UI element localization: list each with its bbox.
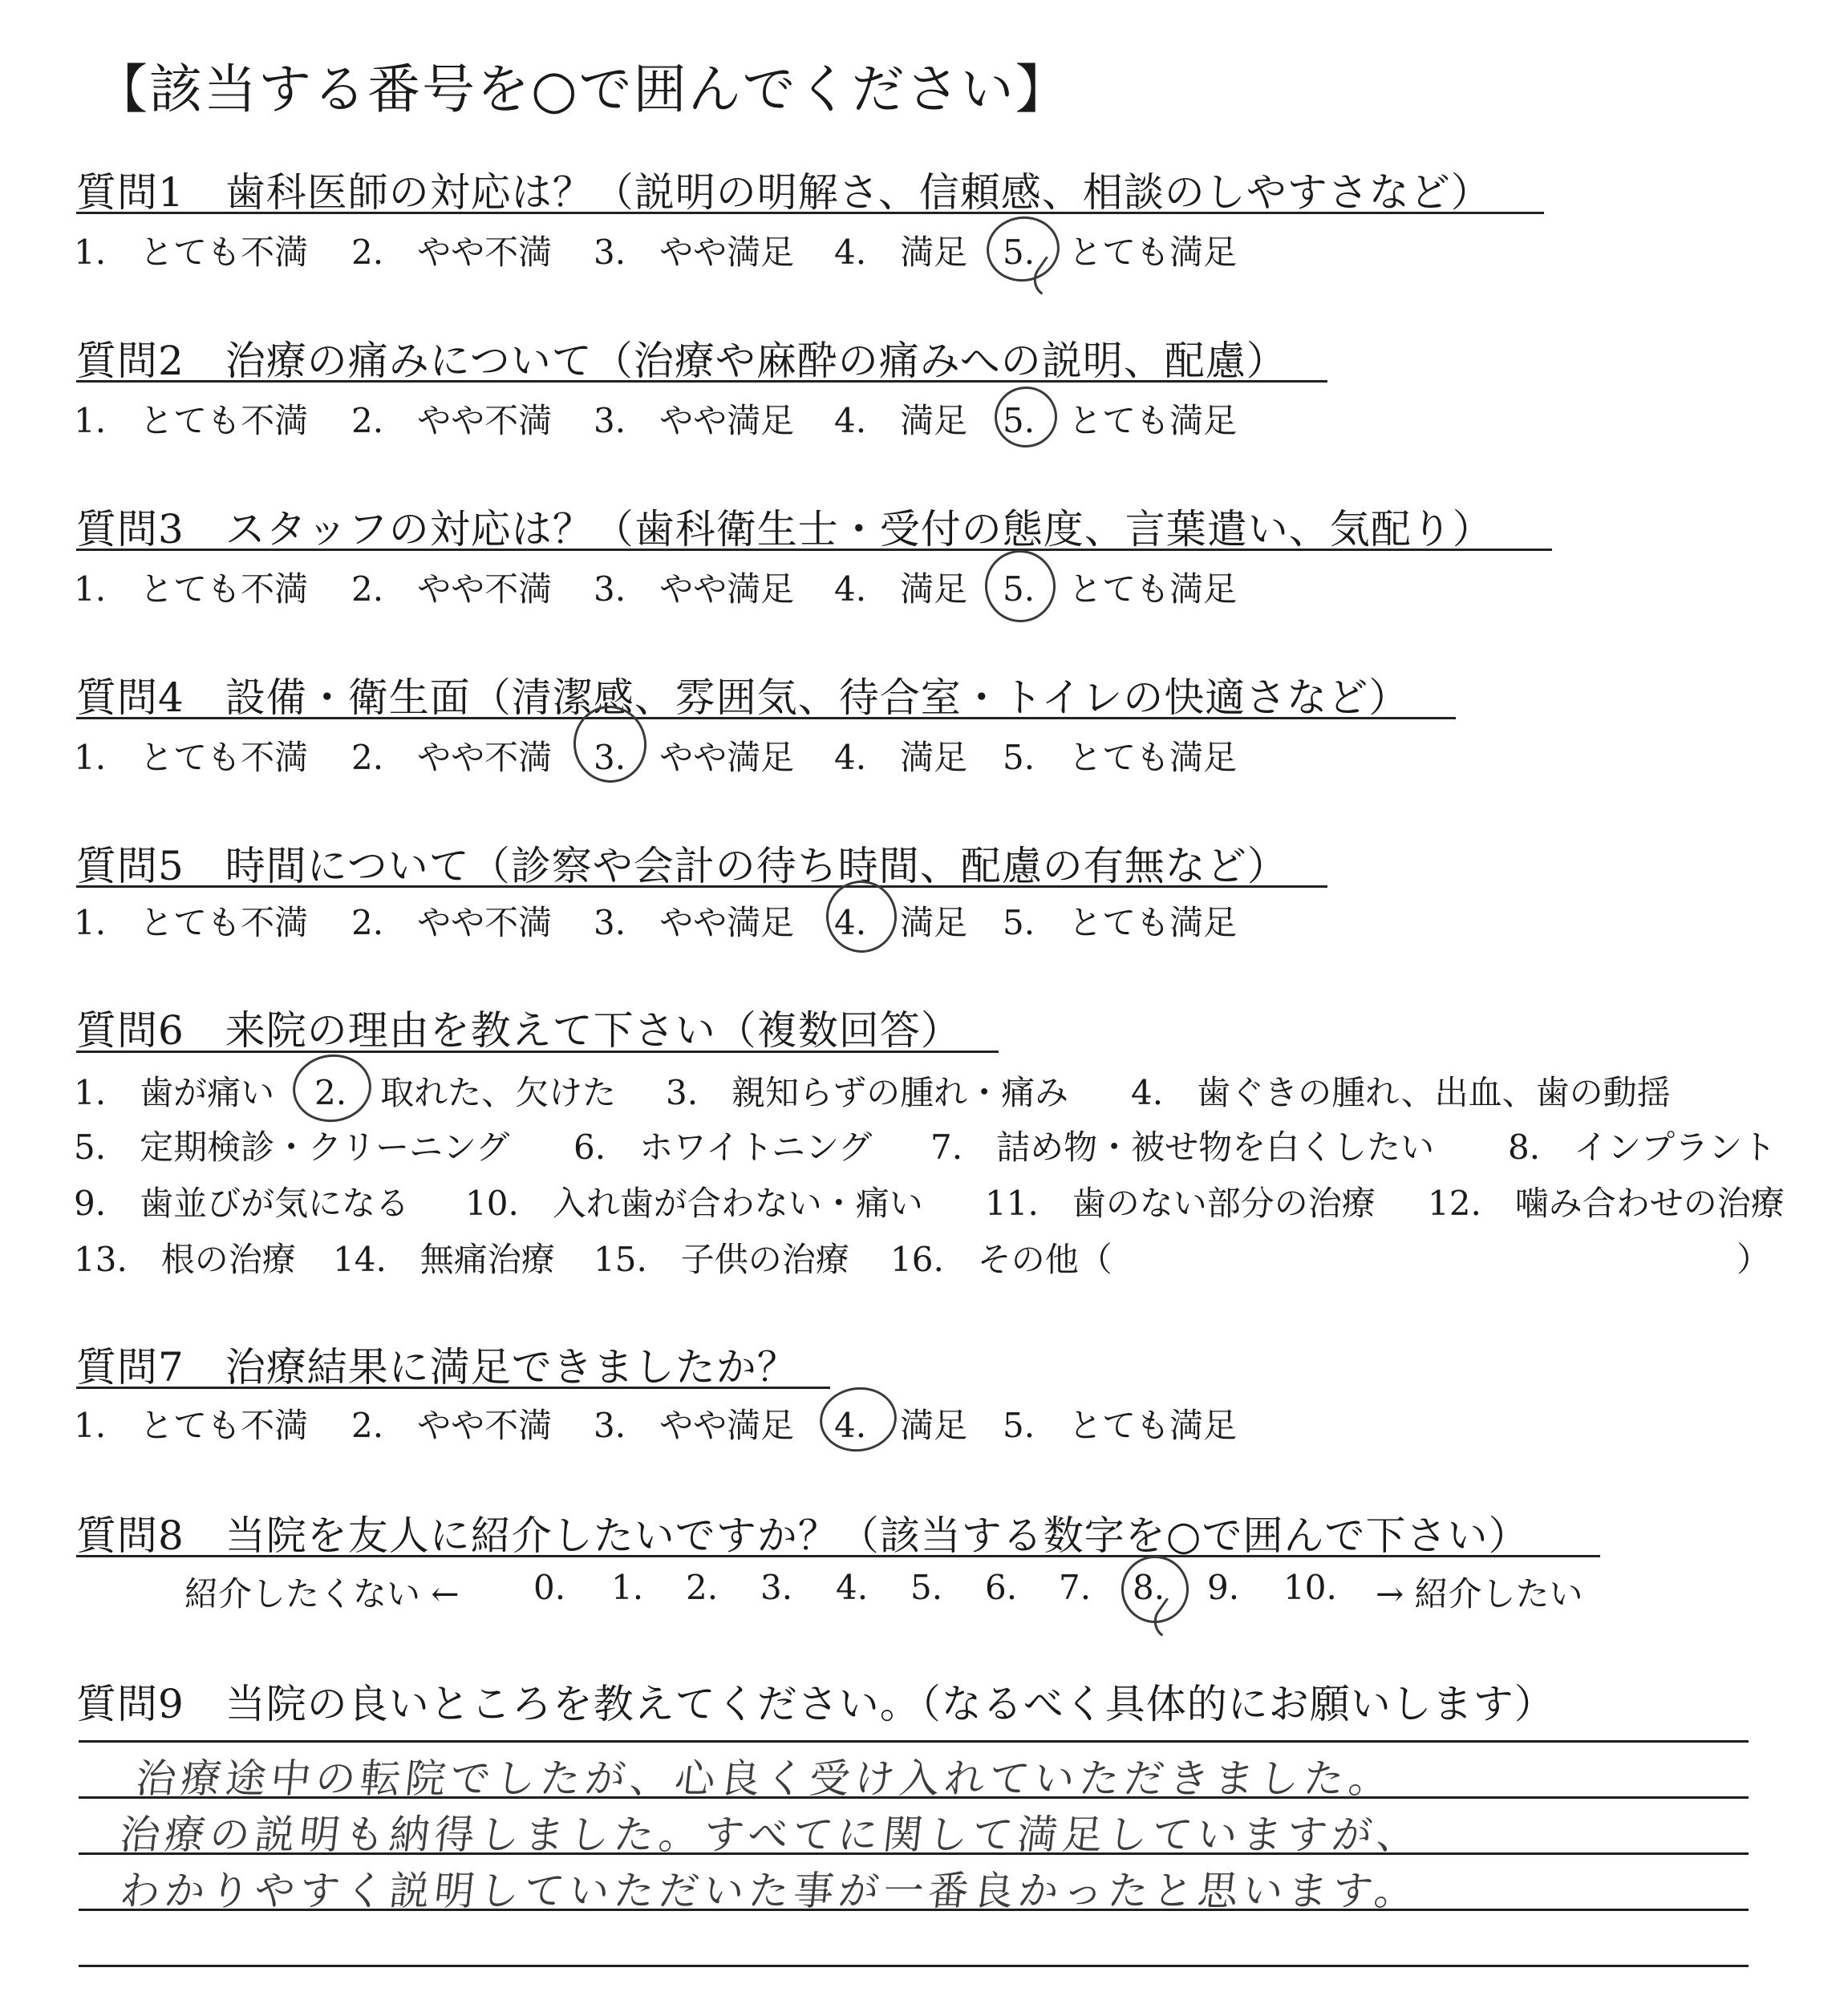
q8-left-label: 紹介したくない ←	[184, 1574, 460, 1613]
q7-option-1[interactable]: 1. とても不満	[74, 1406, 309, 1445]
q3-option-4[interactable]: 4. 満足	[834, 569, 968, 609]
q8-right-label: → 紹介したい	[1376, 1574, 1583, 1613]
q3-option-1[interactable]: 1. とても不満	[74, 569, 309, 609]
q6-option-1[interactable]: 1. 歯が痛い	[74, 1073, 275, 1112]
question-3-heading: 質問3 スタッフの対応は？（歯科衛生士・受付の態度、言葉遣い、気配り）	[76, 506, 1493, 553]
q3-option-3[interactable]: 3. やや満足	[594, 569, 795, 609]
q6-option-9[interactable]: 9. 歯並びが気になる	[74, 1184, 410, 1223]
q8-option-2[interactable]: 2.	[686, 1568, 719, 1607]
question-7-heading: 質問7 治療結果に満足できましたか？	[76, 1344, 798, 1391]
q6-option-11[interactable]: 11. 歯のない部分の治療	[985, 1184, 1376, 1223]
question-1-heading: 質問1 歯科医師の対応は？（説明の明解さ、信頼感、相談のしやすさなど）	[76, 169, 1492, 216]
question-5-heading: 質問5 時間について（診察や会計の待ち時間、配慮の有無など）	[76, 843, 1288, 889]
q7-option-2[interactable]: 2. やや不満	[351, 1406, 553, 1445]
question-7-underline	[76, 1387, 830, 1389]
q5-option-3[interactable]: 3. やや満足	[594, 903, 795, 942]
q6-option-16[interactable]: 16. その他（	[890, 1240, 1112, 1279]
q9-answer-line-3: わかりやすく説明していただいた事が一番良かったと思います。	[117, 1868, 1422, 1914]
q8-option-5[interactable]: 5.	[910, 1568, 943, 1607]
question-6-underline	[76, 1051, 999, 1053]
question-6-heading: 質問6 来院の理由を教えて下さい（複数回答）	[76, 1007, 962, 1054]
q8-option-1[interactable]: 1.	[611, 1568, 644, 1607]
q8-option-6[interactable]: 6.	[985, 1568, 1018, 1607]
q6-option-10[interactable]: 10. 入れ歯が合わない・痛い	[465, 1184, 923, 1223]
question-2-underline	[76, 380, 1327, 383]
q8-option-10[interactable]: 10.	[1283, 1568, 1337, 1607]
q6-option-7[interactable]: 7. 詰め物・被せ物を白くしたい	[930, 1128, 1435, 1167]
q7-option-4[interactable]: 4. 満足	[834, 1406, 968, 1445]
q3-option-2[interactable]: 2. やや不満	[351, 569, 553, 609]
q4-option-4[interactable]: 4. 満足	[834, 738, 968, 777]
q1-option-2[interactable]: 2. やや不満	[351, 233, 553, 272]
q6-other-close-paren: ）	[1737, 1240, 1771, 1279]
q8-option-8[interactable]: 8.	[1133, 1568, 1165, 1607]
q4-option-2[interactable]: 2. やや不満	[351, 738, 553, 777]
q6-option-13[interactable]: 13. 根の治療	[74, 1240, 296, 1279]
q1-option-1[interactable]: 1. とても不満	[74, 233, 309, 272]
q7-option-3[interactable]: 3. やや満足	[594, 1406, 795, 1445]
question-3-underline	[76, 549, 1552, 551]
q6-option-5[interactable]: 5. 定期検診・クリーニング	[74, 1128, 510, 1167]
q5-option-4[interactable]: 4. 満足	[834, 903, 968, 942]
answer-rule-5	[79, 1965, 1749, 1967]
answer-rule-1	[79, 1740, 1749, 1743]
question-2-heading: 質問2 治療の痛みについて（治療や麻酔の痛みへの説明、配慮）	[76, 338, 1287, 384]
q4-option-5[interactable]: 5. とても満足	[1003, 738, 1238, 777]
q6-option-2[interactable]: 2. 取れた、欠けた	[314, 1073, 617, 1112]
q5-option-2[interactable]: 2. やや不満	[351, 903, 553, 942]
q9-answer-line-1: 治療途中の転院でしたが、心良く受け入れていただきました。	[133, 1755, 1396, 1802]
survey-title: 【該当する番号を○で囲んでください】	[95, 59, 1070, 120]
q1-option-5[interactable]: 5. とても満足	[1003, 233, 1238, 272]
q2-option-5[interactable]: 5. とても満足	[1003, 401, 1238, 440]
q8-option-7[interactable]: 7.	[1059, 1568, 1092, 1607]
q5-option-1[interactable]: 1. とても不満	[74, 903, 309, 942]
q6-option-12[interactable]: 12. 噛み合わせの治療	[1428, 1184, 1785, 1223]
q2-option-3[interactable]: 3. やや満足	[594, 401, 795, 440]
q6-option-14[interactable]: 14. 無痛治療	[333, 1240, 555, 1279]
question-5-underline	[76, 885, 1327, 888]
q5-option-5[interactable]: 5. とても満足	[1003, 903, 1238, 942]
question-4-heading: 質問4 設備・衛生面（清潔感、雰囲気、待合室・トイレの快適さなど）	[76, 674, 1410, 721]
q9-answer-line-2: 治療の説明も納得しました。すべてに関して満足していますが、	[117, 1812, 1424, 1858]
q8-option-3[interactable]: 3.	[760, 1568, 793, 1607]
q6-option-4[interactable]: 4. 歯ぐきの腫れ、出血、歯の動揺	[1131, 1073, 1671, 1112]
q1-option-4[interactable]: 4. 満足	[834, 233, 968, 272]
q6-option-6[interactable]: 6. ホワイトニング	[573, 1128, 873, 1167]
q2-option-1[interactable]: 1. とても不満	[74, 401, 309, 440]
q6-option-3[interactable]: 3. 親知らずの腫れ・痛み	[666, 1073, 1069, 1112]
q4-option-3[interactable]: 3. やや満足	[594, 738, 795, 777]
question-1-underline	[76, 212, 1544, 214]
q8-option-0[interactable]: 0.	[533, 1568, 566, 1607]
q1-option-3[interactable]: 3. やや満足	[594, 233, 795, 272]
question-8-underline	[76, 1555, 1600, 1557]
q8-option-4[interactable]: 4.	[836, 1568, 869, 1607]
q7-option-5[interactable]: 5. とても満足	[1003, 1406, 1238, 1445]
q8-option-9[interactable]: 9.	[1207, 1568, 1240, 1607]
q2-option-2[interactable]: 2. やや不満	[351, 401, 553, 440]
q3-option-5[interactable]: 5. とても満足	[1003, 569, 1238, 609]
q2-option-4[interactable]: 4. 満足	[834, 401, 968, 440]
question-8-heading: 質問8 当院を友人に紹介したいですか？（該当する数字を○で囲んで下さい）	[76, 1512, 1530, 1559]
question-4-underline	[76, 717, 1456, 719]
q6-option-15[interactable]: 15. 子供の治療	[594, 1240, 849, 1279]
question-9-heading: 質問9 当院の良いところを教えてください。（なるべく具体的にお願いします）	[76, 1681, 1555, 1727]
q4-option-1[interactable]: 1. とても不満	[74, 738, 309, 777]
q6-option-8[interactable]: 8. インプラント	[1508, 1128, 1777, 1167]
